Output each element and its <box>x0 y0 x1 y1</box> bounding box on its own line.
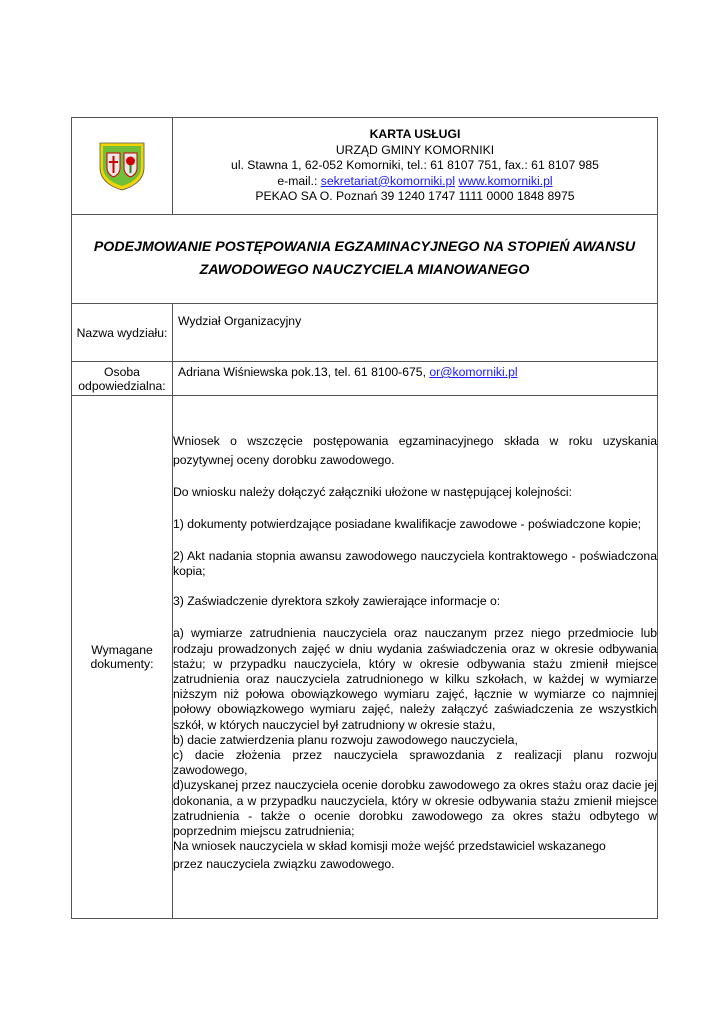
service-title-line2: ZAWODOWEGO NAUCZYCIELA MIANOWANEGO <box>199 262 530 278</box>
email-prefix: e-mail.: <box>277 173 321 188</box>
documents-label: Wymagane dokumenty: <box>72 396 173 919</box>
bank-account: PEKAO SA O. Poznań 39 1240 1747 1111 0000 1848 8975 <box>255 189 575 204</box>
document-item-3b: b) dacie zatwierdzenia planu rozwoju zawodowego nauczyciela, <box>173 732 518 747</box>
service-card-table <box>71 117 658 919</box>
document-item-3c: c) dacie złożenia przez nauczyciela sprawozdania z realizacji planu rozwoju zawodowego, <box>173 748 657 778</box>
office-header <box>173 118 658 215</box>
document-item-3a: a) wymiarze zatrudnienia nauczyciela oraz nauczanym przez niego przedmiocie lub rodzaju prowadzonych zajęć w dniu wydania zaświadczenia oraz w okresie odbywania stażu; w przypadku nauczyciela, który w okresie odbywania stażu zmienił miejsce zatrudnienia oraz nauczyciela zatrudnionego w kilku szkołach, w każdej w wymiarze niższym niż połowa obowiązkowego wymiaru zajęć, łącznie w wymiarze co najmniej połowy obowiązkowego wymiaru zajęć, należy załączyć zaświadczenia ze wszystkich szkół, w których nauczyciel był zatrudniony w okresie stażu, <box>173 626 657 732</box>
documents-content <box>173 396 658 919</box>
documents-note-line1: Na wniosek nauczyciela w skład komisji może wejść przedstawiciel wskazanego <box>173 839 606 854</box>
responsible-label: Osoba odpowiedzialna: <box>72 362 173 396</box>
documents-intro: Wniosek o wszczęcie postępowania egzaminacyjnego składa w roku uzyskania pozytywnej oceny dorobku zawodowego. <box>173 433 657 467</box>
document-item-2: 2) Akt nadania stopnia awansu zawodowego nauczyciela kontraktowego - poświadczona kopia; <box>173 548 657 578</box>
document-item-1: 1) dokumenty potwierdzające posiadane kwalifikacje zawodowe - poświadczone kopie; <box>173 516 642 531</box>
office-email-link[interactable]: sekretariat@komorniki.pl <box>320 173 456 188</box>
document-item-3d: d)uzyskanej przez nauczyciela ocenie dorobku zawodowego za okres stażu oraz dacie jej dokonania, a w przypadku nauczyciela, który w okresie odbywania stażu zmienił miejsce zatrudnienia - także o ocenie dorobku zawodowego za okres stażu odbytego w poprzednim miejscu zatrudnienia; <box>173 778 657 839</box>
office-contacts <box>173 174 657 189</box>
office-name: URZĄD GMINY KOMORNIKI <box>335 142 495 157</box>
documents-note-line2: przez nauczyciela związku zawodowego. <box>173 857 395 872</box>
responsible-email-link[interactable]: or@komorniki.pl <box>429 365 518 379</box>
responsible-value <box>173 362 658 396</box>
responsible-person: Adriana Wiśniewska pok.13, tel. 61 8100-675, <box>178 365 430 379</box>
department-label: Nazwa wydziału: <box>72 304 173 362</box>
department-value: Wydział Organizacyjny <box>173 304 658 362</box>
logo-cell <box>72 118 173 215</box>
service-title <box>72 215 658 304</box>
coat-of-arms-icon <box>72 140 172 192</box>
document-item-3: 3) Zaświadczenie dyrektora szkoły zawierające informacje o: <box>173 594 501 609</box>
attachments-intro: Do wniosku należy dołączyć załączniki ułożone w następującej kolejności: <box>173 484 573 499</box>
card-title: KARTA USŁUGI <box>369 127 461 142</box>
office-website-link[interactable]: www.komorniki.pl <box>458 173 553 188</box>
service-title-line1: PODEJMOWANIE POSTĘPOWANIA EGZAMINACYJNEGO NA STOPIEŃ AWANSU <box>93 239 636 255</box>
office-address: ul. Stawna 1, 62-052 Komorniki, tel.: 61 8107 751, fax.: 61 8107 985 <box>231 158 599 173</box>
